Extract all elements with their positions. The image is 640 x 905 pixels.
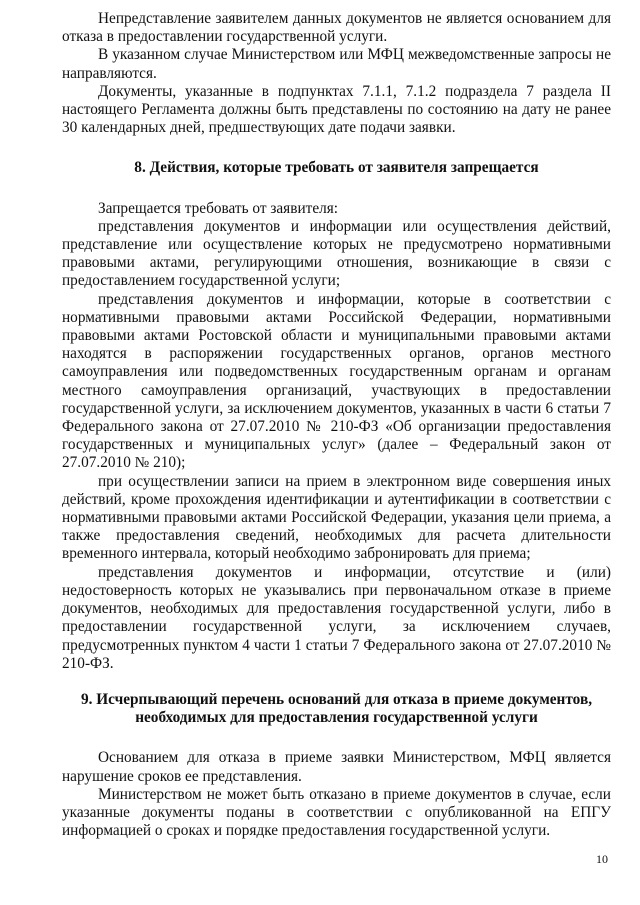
section-9-heading-line: необходимых для предоставления государственной услуги xyxy=(135,709,538,727)
paragraph: В указанном случае Министерством или МФЦ межведомственные запросы не направляются. xyxy=(62,46,611,82)
paragraph: представления документов и информации, отсутствие и (или) недостоверность которых не указывались при первоначальном отказе в приеме документов, необходимых для предоставления государственной услуги, либо в предоставлении государственной услуги, за исключением случаев, предусмотренных пунктом 4 части 1 статьи 7 Федерального закона от 27.07.2010 № 210-ФЗ. xyxy=(62,563,611,672)
page-number: 10 xyxy=(596,852,608,866)
paragraph: Основанием для отказа в приеме заявки Министерством, МФЦ является нарушение сроков ее представления. xyxy=(62,749,611,785)
section-9-heading xyxy=(62,691,611,727)
paragraph: Документы, указанные в подпунктах 7.1.1, 7.1.2 подраздела 7 раздела II настоящего Регламента должны быть представлены по состоянию на дату не ранее 30 календарных дней, предшествующих дате подачи заявки. xyxy=(62,82,611,137)
paragraph: представления документов и информации или осуществления действий, представление или осуществление которых не предусмотрено нормативными правовыми актами, регулирующими отношения, возникающие в связи с предоставлением государственной услуги; xyxy=(62,217,611,290)
paragraph: Запрещается требовать от заявителя: xyxy=(98,199,339,217)
section-8-heading: 8. Действия, которые требовать от заявителя запрещается xyxy=(134,159,539,177)
document-page xyxy=(62,10,611,840)
paragraph: Непредставление заявителем данных документов не является основанием для отказа в предоставлении государственной услуги. xyxy=(62,10,611,46)
paragraph: при осуществлении записи на прием в электронном виде совершения иных действий, кроме прохождения идентификации и аутентификации в соответствии с нормативными правовыми актами Российской Федерации, указания цели приема, а также предоставления сведений, необходимых для расчета длительности временного интервала, который необходимо забронировать для приема; xyxy=(62,472,611,563)
paragraph: представления документов и информации, которые в соответствии с нормативными правовыми актами Российской Федерации, нормативными правовыми актами Ростовской области и муниципальными правовыми актами находятся в распоряжении государственных органов, органов местного самоуправления или подведомственных государственным органам и органам местного самоуправления организаций, участвующих в предоставлении государственной услуги, за исключением документов, указанных в части 6 статьи 7 Федерального закона от 27.07.2010 № 210-ФЗ «Об организации предоставления государственных и муниципальных услуг» (далее – Федеральный закон от 27.07.2010 № 210); xyxy=(62,290,611,472)
section-9-heading-line: 9. Исчерпывающий перечень оснований для отказа в приеме документов, xyxy=(80,690,593,708)
paragraph: Министерством не может быть отказано в приеме документов в случае, если указанные документы поданы в соответствии с опубликованной на ЕПГУ информацией о сроках и порядке предоставления государственной услуги. xyxy=(62,785,611,840)
